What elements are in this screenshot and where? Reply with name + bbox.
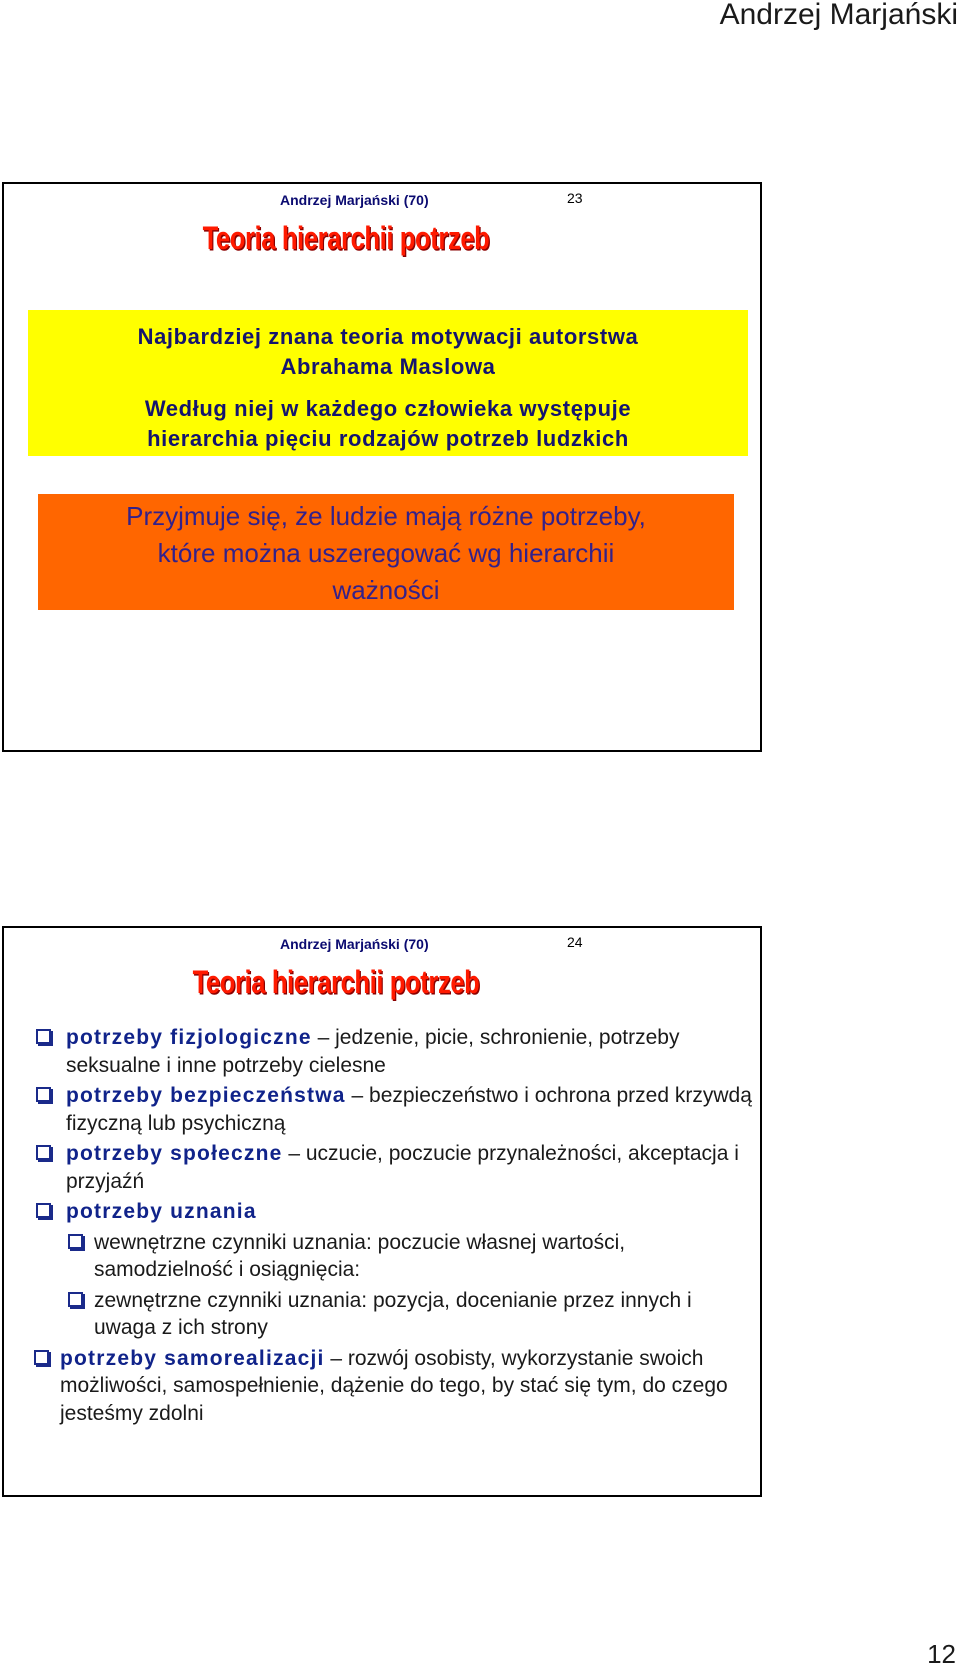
- assumption-line: ważności: [332, 575, 440, 605]
- need-description: – rozwój osobisty, wykorzystanie swoich możliwości, samospełnienie, dążenie do tego, by stać się tym, do czego jesteśmy zdolni: [60, 1346, 728, 1425]
- intro-line: Abrahama Maslowa: [280, 354, 496, 379]
- slide-number: 23: [567, 190, 583, 206]
- assumption-line: które można uszeregować wg hierarchii: [157, 538, 615, 568]
- hierarchy-assumption-box: [38, 494, 734, 610]
- sub-item-text: wewnętrzne czynniki uznania: poczucie własnej wartości, samodzielność i osiągnięcia:: [94, 1230, 626, 1281]
- checkbox-bullet-icon: [36, 1203, 51, 1218]
- intro-line: Najbardziej znana teoria motywacji autorstwa: [137, 324, 639, 349]
- need-keyword: potrzeby samorealizacji: [60, 1346, 325, 1370]
- checkbox-bullet-icon: [36, 1029, 51, 1044]
- slide-author: Andrzej Marjański (70): [280, 192, 429, 208]
- need-keyword: potrzeby społeczne: [66, 1142, 283, 1165]
- list-item: [34, 1345, 754, 1428]
- slide-23: [2, 182, 762, 752]
- checkbox-bullet-icon: [68, 1234, 83, 1249]
- intro-line: hierarchia pięciu rodzajów potrzeb ludzkich: [147, 426, 629, 451]
- maslow-intro-box: [28, 310, 748, 456]
- slide-title: Teoria hierarchii potrzeb: [192, 964, 480, 1000]
- need-keyword: potrzeby bezpieczeństwa: [66, 1084, 346, 1107]
- need-keyword: potrzeby fizjologiczne: [66, 1026, 312, 1049]
- page-number: 12: [927, 1639, 956, 1669]
- intro-line: Według niej w każdego człowieka występuje: [144, 396, 632, 421]
- needs-list: [34, 1024, 754, 1430]
- sub-item-text: zewnętrzne czynniki uznania: pozycja, docenianie przez innych i uwaga z ich strony: [94, 1288, 692, 1339]
- slide-author: Andrzej Marjański (70): [280, 936, 429, 952]
- need-description: – bezpieczeństwo i ochrona przed krzywdą fizyczną lub psychiczną: [66, 1084, 752, 1135]
- sub-list-item: [68, 1229, 754, 1284]
- slide-title: Teoria hierarchii potrzeb: [202, 220, 490, 256]
- need-description: – jedzenie, picie, schronienie, potrzeby seksualne i inne potrzeby cielesne: [66, 1026, 680, 1077]
- assumption-line: Przyjmuje się, że ludzie mają różne potrzeby,: [126, 501, 646, 531]
- checkbox-bullet-icon: [36, 1087, 51, 1102]
- list-item: [34, 1198, 754, 1226]
- need-description: – uczucie, poczucie przynależności, akceptacja i przyjaźń: [66, 1142, 739, 1193]
- slide-number: 24: [567, 934, 583, 950]
- need-keyword: potrzeby uznania: [66, 1200, 257, 1223]
- list-item: [34, 1024, 754, 1079]
- slide-24: [2, 926, 762, 1497]
- list-item: [34, 1140, 754, 1195]
- list-item: [34, 1082, 754, 1137]
- sub-list-item: [68, 1287, 754, 1342]
- checkbox-bullet-icon: [36, 1145, 51, 1160]
- checkbox-bullet-icon: [68, 1292, 83, 1307]
- page-header-author: Andrzej Marjański: [719, 0, 958, 31]
- checkbox-bullet-icon: [34, 1350, 49, 1365]
